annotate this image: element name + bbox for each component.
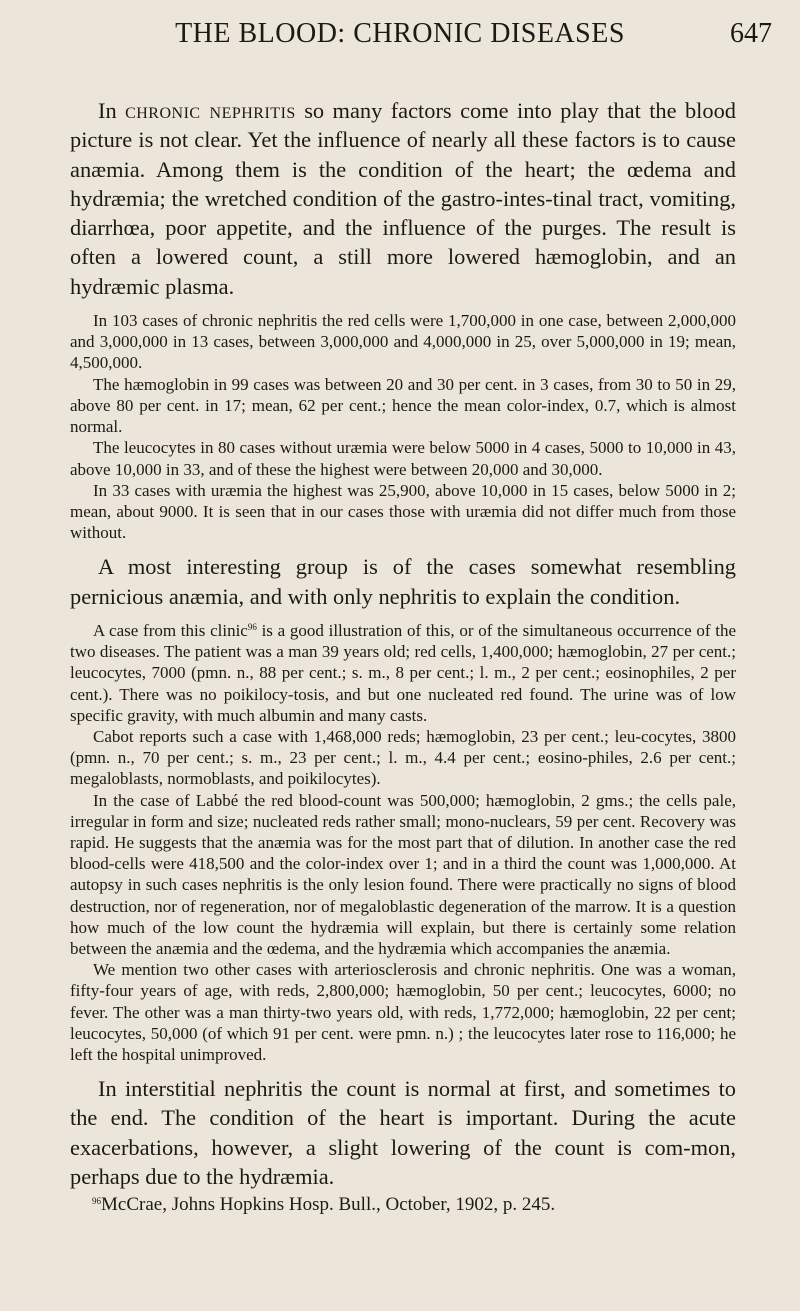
case-labbe-paragraph: In the case of Labbé the red blood-count was 500,000; hæmoglobin, 2 gms.; the cells pale, irregular in form and size; nucleated reds rather small; mono-nuclears, 59 per cent. Recovery was rapid. He suggests that the anæmia was for the most part that of dilution. In another case the red blood-cells were 418,500 and the color-index over 1; and in a third the count was 1,000,000. At autopsy in such cases nephritis is the only lesion found. There were practically no signs of blood destruction, nor of regeneration, nor of megaloblastic degeneration of the marrow. It is a question how much of the low count the hydræmia will explain, but there is certainly some relation between the anæmia and the œdema, and the hydræmia which accompanies the anæmia. [70, 790, 736, 958]
intro-lead: In [98, 98, 126, 123]
case-cabot-paragraph: Cabot reports such a case with 1,468,000 reds; hæmoglobin, 23 per cent.; leu-cocytes, 3800 (pmn. n., 70 per cent.; s. m., 23 per cent.; l. m., 4.4 per cent.; eosino-philes, 2.6 per cent.; megaloblasts, normoblasts, and poikilocytes). [70, 726, 736, 789]
pernicious-intro-paragraph: A most interesting group is of the cases somewhat resembling pernicious anæmia, and with only nephritis to explain the condition. [70, 554, 736, 609]
body-text [70, 96, 736, 1217]
stats-paragraph-red-cells: In 103 cases of chronic nephritis the red cells were 1,700,000 in one case, between 2,000,000 and 3,000,000 in 13 cases, between 3,000,000 and 4,000,000 in 25, over 5,000,000 in 19; mean, 4,500,000. [70, 311, 736, 373]
case-arteriosclerosis-paragraph: We mention two other cases with arteriosclerosis and chronic nephritis. One was a woman, fifty-four years of age, with reds, 2,800,000; hæmoglobin, 50 per cent.; leucocytes, 6000; no fever. The other was a man thirty-two years old, with reds, 1,772,000; hæmoglobin, 22 per cent; leucocytes, 50,000 (of which 91 per cent. were pmn. n.) ; the leucocytes later rose to 116,000; he left the hospital unimproved. [70, 960, 736, 1064]
intro-paragraph [70, 96, 736, 301]
page-header [0, 18, 800, 58]
running-title: THE BLOOD: CHRONIC DISEASES [175, 18, 625, 49]
stats-paragraph-leucocytes: The leucocytes in 80 cases without uræmia were below 5000 in 4 cases, 5000 to 10,000 in 43, above 10,000 in 33, and of these the highest were between 20,000 and 30,000. [70, 438, 736, 479]
page-number: 647 [730, 18, 772, 49]
stats-paragraph-haemoglobin: The hæmoglobin in 99 cases was between 20 and 30 per cent. in 3 cases, from 30 to 50 in 29, above 80 per cent. in 17; mean, 62 per cent.; hence the mean color-index, 0.7, which is almost normal. [70, 374, 736, 437]
footnote-text: McCrae, Johns Hopkins Hosp. Bull., October, 1902, p. 245. [101, 1194, 556, 1216]
interstitial-paragraph: In interstitial nephritis the count is normal at first, and sometimes to the end. The condition of the heart is important. During the acute exacerbations, however, a slight lowering of the count is com-mon, perhaps due to the hydræmia. [70, 1076, 736, 1190]
footnote-reference: 96 [247, 621, 257, 632]
intro-text: so many factors come into play that the blood picture is not clear. Yet the influence of nearly all these factors is to cause anæmia. Among them is the condition of the heart; the œdema and hydræmia; the wretched condition of the gastro-intes-tinal tract, vomiting, diarrhœa, poor appetite, and the influence of the purges. The result is often a lowered count, a still more lowered hæmoglobin, and an hydræmic plasma. [70, 98, 736, 299]
footnote-marker: 96 [92, 1196, 101, 1207]
stats-paragraph-uraemia: In 33 cases with uræmia the highest was 25,900, above 10,000 in 15 cases, below 5000 in 2; mean, about 9000. It is seen that in our cases those with uræmia did not differ much from those without. [70, 480, 736, 543]
case-clinic-paragraph [70, 620, 736, 726]
chronic-nephritis-term: chronic nephritis [125, 98, 296, 123]
footnote [70, 1193, 736, 1217]
case-clinic-before: A case from this clinic [93, 620, 248, 640]
case-clinic-after: is a good illustration of this, or of the simultaneous occurrence of the two diseases. The patient was a man 39 years old; red cells, 1,400,000; hæmoglobin, 27 per cent.; leucocytes, 7000 (pmn. n., 88 per cent.; s. m., 8 per cent.; l. m., 2 per cent.; eosinophiles, 2 per cent.). There was no poikilocy-tosis, and but one nucleated red found. The urine was of low specific gravity, with much albumin and many casts. [70, 620, 736, 725]
